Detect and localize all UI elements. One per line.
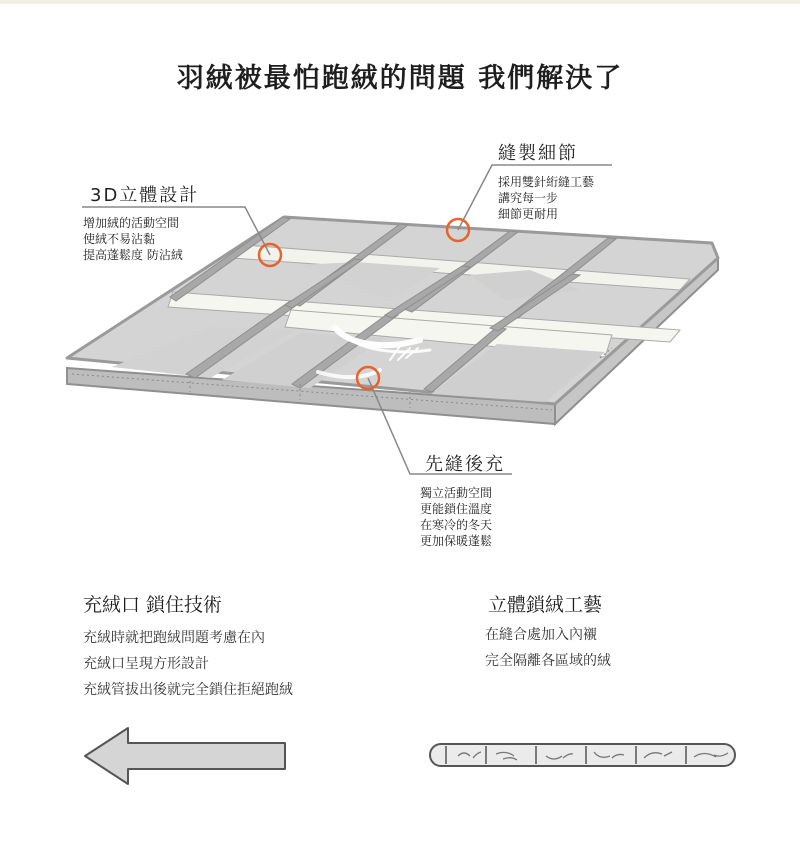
callout-3d-line: 提高蓬鬆度 防沾絨 (83, 248, 183, 262)
page-title: 羽絨被最怕跑絨的問題 我們解決了 (176, 63, 624, 94)
callout-3d-line: 使絨不易沾黏 (83, 232, 156, 246)
feature-right-text (485, 622, 611, 674)
callout-sew-heading: 先縫後充 (425, 454, 505, 475)
feature-right-line: 完全隔離各區域的絨 (485, 653, 611, 669)
down-channel-icon (428, 742, 738, 770)
callout-sew-line: 在寒冷的冬天 (420, 518, 493, 532)
callout-stitch-heading: 縫製細節 (498, 143, 578, 164)
callout-stitch-line: 採用雙針絎縫工藝 (498, 175, 595, 189)
feature-left-line: 充絨管拔出後就完全鎖住拒絕跑絨 (83, 682, 293, 698)
callout-sew-line: 更加保暖蓬鬆 (420, 534, 493, 548)
callout-3d-heading: 3D立體設計 (90, 185, 200, 206)
feature-left-text (83, 625, 293, 703)
callout-3d-line: 增加絨的活動空間 (83, 216, 180, 230)
callout-sew-line: 獨立活動空間 (420, 486, 493, 500)
callout-stitch-line: 細節更耐用 (498, 207, 559, 221)
feature-left-line: 充絨時就把跑絨問題考慮在內 (83, 630, 265, 646)
arrow-left-icon (82, 725, 290, 787)
feature-right-heading: 立體鎖絨工藝 (488, 594, 603, 616)
callout-stitch-line: 講究每一步 (498, 191, 559, 205)
callout-sew-text (420, 485, 492, 549)
feature-left-heading: 充絨口 鎖住技術 (83, 594, 223, 616)
feature-right-line: 在縫合處加入內襯 (485, 627, 597, 643)
callout-stitch-text (498, 174, 594, 222)
feature-left-line: 充絨口呈現方形設計 (83, 656, 209, 672)
callout-3d-text (83, 215, 183, 263)
callout-sew-line: 更能鎖住溫度 (420, 502, 493, 516)
